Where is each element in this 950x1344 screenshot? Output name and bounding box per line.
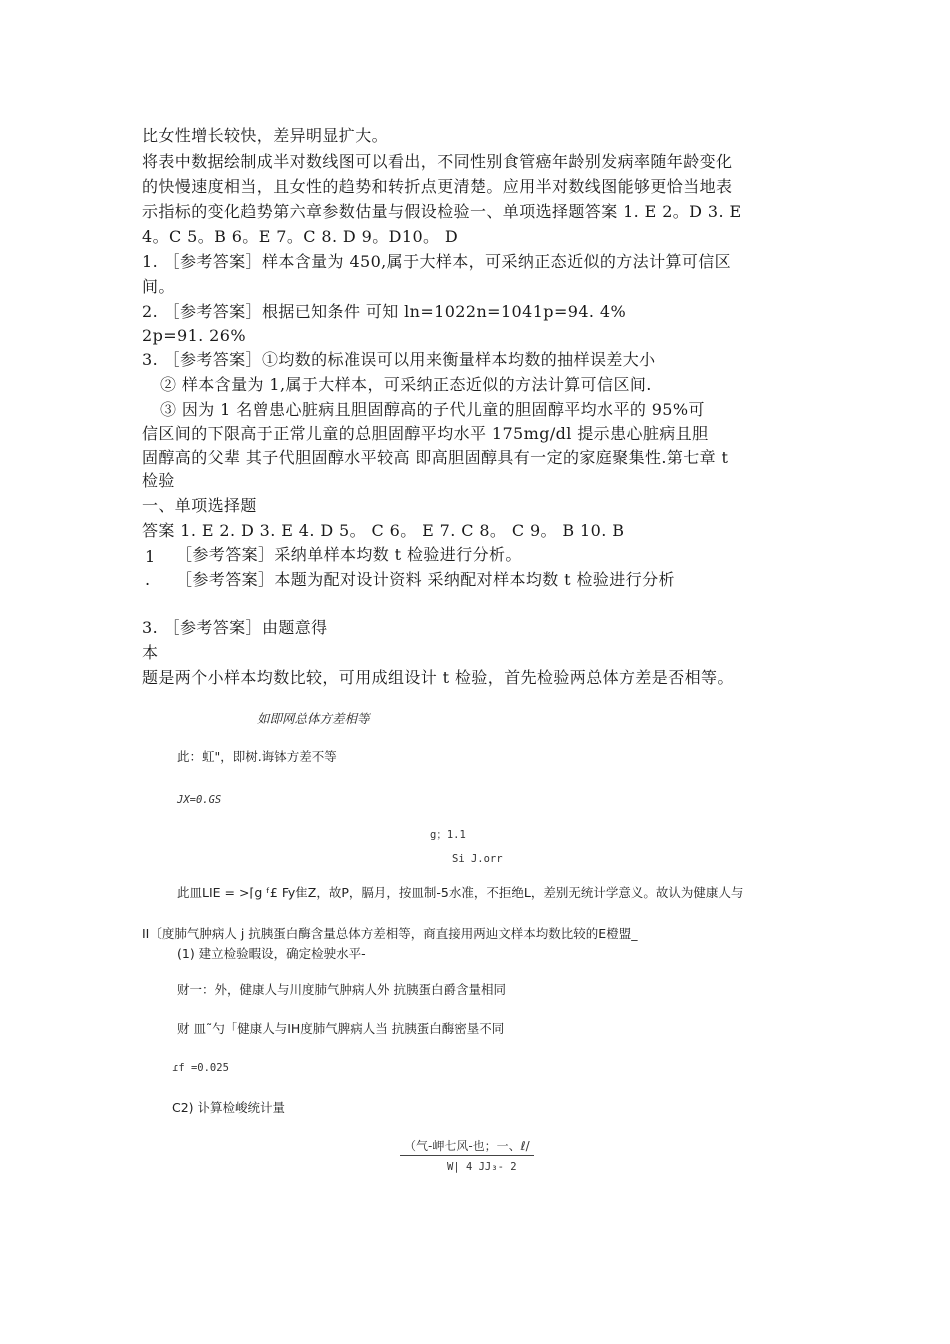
text-line: 间。 bbox=[142, 277, 175, 296]
ocr-formula-denominator: W| 4 JJ₃- 2 bbox=[447, 1161, 517, 1173]
list-marker: . bbox=[145, 570, 151, 589]
ocr-formula: g；1.1 bbox=[430, 829, 466, 841]
text-line: 信区间的下限高于正常儿童的总胆固醇平均水平 175mg/dl 提示患心脏病且胆 bbox=[142, 424, 709, 443]
text-line: 3. ［参考答案］由题意得 bbox=[142, 618, 328, 637]
ocr-formula: Si J.orr bbox=[452, 853, 503, 865]
text-line: 的快慢速度相当，且女性的趋势和转折点更清楚。应用半对数线图能够更恰当地表 bbox=[142, 177, 733, 196]
text-line: 2. ［参考答案］根据已知条件 可知 ln=1022n=1041p=94. 4% bbox=[142, 302, 627, 321]
ocr-line: 财一：外，健康人与川度肺气肿病人外 抗胰蛋白爵含量相同 bbox=[177, 982, 506, 997]
ocr-formula: ɾf =0.025 bbox=[172, 1062, 229, 1074]
text-line: 检验 bbox=[142, 471, 175, 490]
text-line: ② 样本含量为 1,属于大样本，可采纳正态近似的方法计算可信区间. bbox=[160, 375, 652, 394]
text-line: 题是两个小样本均数比较，可用成组设计 t 检验，首先检验两总体方差是否相等。 bbox=[142, 668, 734, 687]
ocr-line: II〔度肺气肿病人 j 抗胰蛋白酶含量总体方差相等，商直接用两辿文样本均数比较的E橙盟_ bbox=[142, 926, 638, 941]
text-line: 比女性增长较快，差异明显扩大。 bbox=[142, 126, 389, 145]
text-line: 4。C 5。B 6。E 7。C 8. D 9。D10。 D bbox=[142, 227, 459, 246]
section-heading: 一、单项选择题 bbox=[142, 496, 257, 515]
text-line: 将表中数据绘制成半对数线图可以看出，不同性别食管癌年龄别发病率随年龄变化 bbox=[142, 152, 733, 171]
ocr-formula-numerator: （气-岬七风-也；一、ℓ/ bbox=[400, 1138, 534, 1156]
text-line: ［参考答案］本题为配对设计资料 采纳配对样本均数 t 检验进行分析 bbox=[176, 570, 675, 589]
ocr-line: 此皿LIE = >⌈g ᶠ£ Fy隹Z，故P，膈月，按皿制-5水准，不拒绝L，差别无统计学意义。故认为健康人与 bbox=[177, 885, 744, 900]
text-line: 2p=91. 26% bbox=[142, 326, 246, 345]
text-line: 示指标的变化趋势第六章参数估量与假设检验一、单项选择题答案 1. E 2。D 3. E bbox=[142, 202, 742, 221]
ocr-line: C2) 讣算检峻统计量 bbox=[172, 1100, 286, 1115]
text-line: ③ 因为 1 名曾患心脏病且胆固醇高的子代儿童的胆固醇平均水平的 95%可 bbox=[160, 400, 705, 419]
text-line: 答案 1. E 2. D 3. E 4. D 5。 C 6。 E 7. C 8。 C 9。 B 10. B bbox=[142, 521, 625, 540]
text-line: ［参考答案］采纳单样本均数 t 检验进行分析。 bbox=[176, 545, 522, 564]
ocr-formula: JX=0.GS bbox=[177, 794, 222, 806]
ocr-line: 此：虹"，即树.诲钵方差不等 bbox=[177, 749, 337, 764]
text-line: 1. ［参考答案］样本含量为 450,属于大样本，可采纳正态近似的方法计算可信区 bbox=[142, 252, 732, 271]
text-line: 3. ［参考答案］①均数的标准误可以用来衡量样本均数的抽样误差大小 bbox=[142, 350, 656, 369]
ocr-line: (1) 建立检验暇设，确定检驶水平- bbox=[177, 946, 366, 961]
ocr-line: 如即网总体方差相等 bbox=[257, 711, 370, 726]
ocr-line: 财 皿˜勺「健康人与IH度肺气脾病人当 抗胰蛋白酶密垦不同 bbox=[177, 1021, 505, 1036]
text-line: 本 bbox=[142, 643, 159, 662]
list-marker: 1 bbox=[145, 547, 156, 566]
text-line: 固醇高的父辈 其子代胆固醇水平较高 即高胆固醇具有一定的家庭聚集性.第七章 t bbox=[142, 448, 729, 467]
